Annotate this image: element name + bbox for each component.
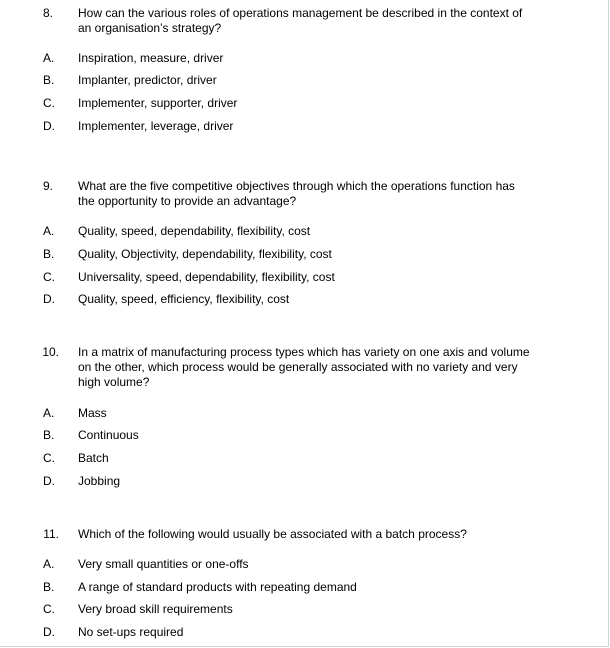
option-text: Very broad skill requirements [78,602,233,616]
question-text: What are the five competitive objectives through which the operations function has the opportunity to provide an advantage? [78,179,515,208]
question-text: In a matrix of manufacturing process types which has variety on one axis and volume on the other, which process would be generally associated with no variety and very high volume? [78,345,530,389]
option-text: Mass [78,406,107,420]
option-text: Implanter, predictor, driver [78,73,217,87]
option-letter: C. [43,451,55,465]
question-number: 11. [43,527,59,541]
option-text: No set-ups required [78,625,184,639]
option-text: Implementer, supporter, driver [78,96,238,110]
option-letter: A. [43,406,55,420]
option-letter: D. [43,474,55,488]
option-letter: D. [43,625,55,639]
option-text: Quality, speed, dependability, flexibility, cost [78,224,311,238]
option-text: Jobbing [78,474,121,488]
option-text: Universality, speed, dependability, flexibility, cost [78,270,335,284]
option-letter: D. [43,119,55,133]
option-letter: C. [43,96,55,110]
option-text: Very small quantities or one-offs [78,557,249,571]
option-text: Batch [78,451,109,465]
option-letter: B. [43,247,55,261]
option-text: A range of standard products with repeating demand [78,580,357,594]
option-letter: A. [43,557,55,571]
question-number: 9. [42,179,53,193]
option-text: Continuous [78,428,139,442]
option-letter: B. [43,428,55,442]
option-letter: D. [43,292,55,306]
option-letter: A. [43,51,55,65]
option-letter: B. [43,73,55,87]
option-text: Implementer, leverage, driver [78,119,234,133]
question-number: 10. [42,345,59,359]
option-letter: A. [43,224,55,238]
question-text: Which of the following would usually be associated with a batch process? [78,527,467,541]
option-text: Quality, Objectivity, dependability, flexibility, cost [78,247,332,261]
question-number: 8. [42,6,53,20]
option-text: Inspiration, measure, driver [78,51,224,65]
option-letter: B. [43,580,55,594]
option-text: Quality, speed, efficiency, flexibility, cost [78,292,290,306]
option-letter: C. [43,270,55,284]
option-letter: C. [43,602,55,616]
question-text: How can the various roles of operations management be described in the context of an organisation’s strategy? [78,6,523,35]
